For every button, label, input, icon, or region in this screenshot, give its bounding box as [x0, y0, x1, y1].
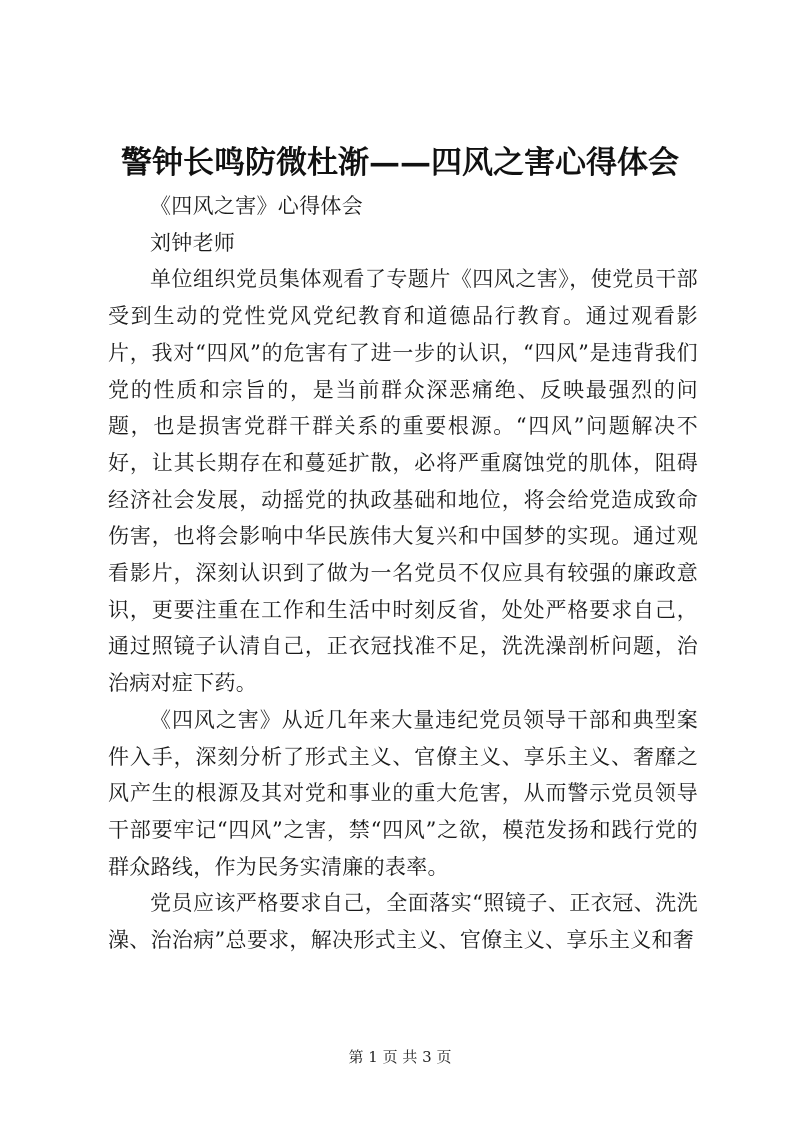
document-title: 警钟长鸣防微杜渐——四风之害心得体会 — [121, 145, 679, 181]
body-paragraph: 党员应该严格要求自己，全面落实“照镜子、正衣冠、洗洗澡、治治病”总要求，解决形式主义、官僚主义、享乐主义和奢 — [108, 891, 698, 953]
author-paragraph: 刘钟老师 — [150, 230, 236, 255]
body-paragraph: 《四风之害》从近几年来大量违纪党员领导干部和典型案件入手，深刻分析了形式主义、官僚主义、享乐主义、奢靡之风产生的根源及其对党和事业的重大危害，从而警示党员领导干部要牢记“四风”之害，禁“四风”之欲，模范发扬和践行党的群众路线，作为民务实清廉的表率。 — [108, 707, 698, 879]
document-body — [108, 188, 698, 959]
subtitle-paragraph: 《四风之害》心得体会 — [150, 194, 363, 218]
page-number-footer: 第 1 页 共 3 页 — [348, 1048, 452, 1066]
body-paragraph: 单位组织党员集体观看了专题片《四风之害》，使党员干部受到生动的党性党风党纪教育和道德品行教育。通过观看影片，我对“四风”的危害有了进一步的认识，“四风”是违背我们党的性质和宗旨的，是当前群众深恶痛绝、反映最强烈的问题，也是损害党群干群关系的重要根源。“四风”问题解决不好，让其长期存在和蔓延扩散，必将严重腐蚀党的肌体，阻碍经济社会发展，动摇党的执政基础和地位，将会给党造成致命伤害，也将会影响中华民族伟大复兴和中国梦的实现。通过观看影片，深刻认识到了做为一名党员不仅应具有较强的廉政意识，更要注重在工作和生活中时刻反省，处处严格要求自己，通过照镜子认清自己，正衣冠找准不足，洗洗澡剖析问题，治治病对症下药。 — [108, 267, 698, 696]
